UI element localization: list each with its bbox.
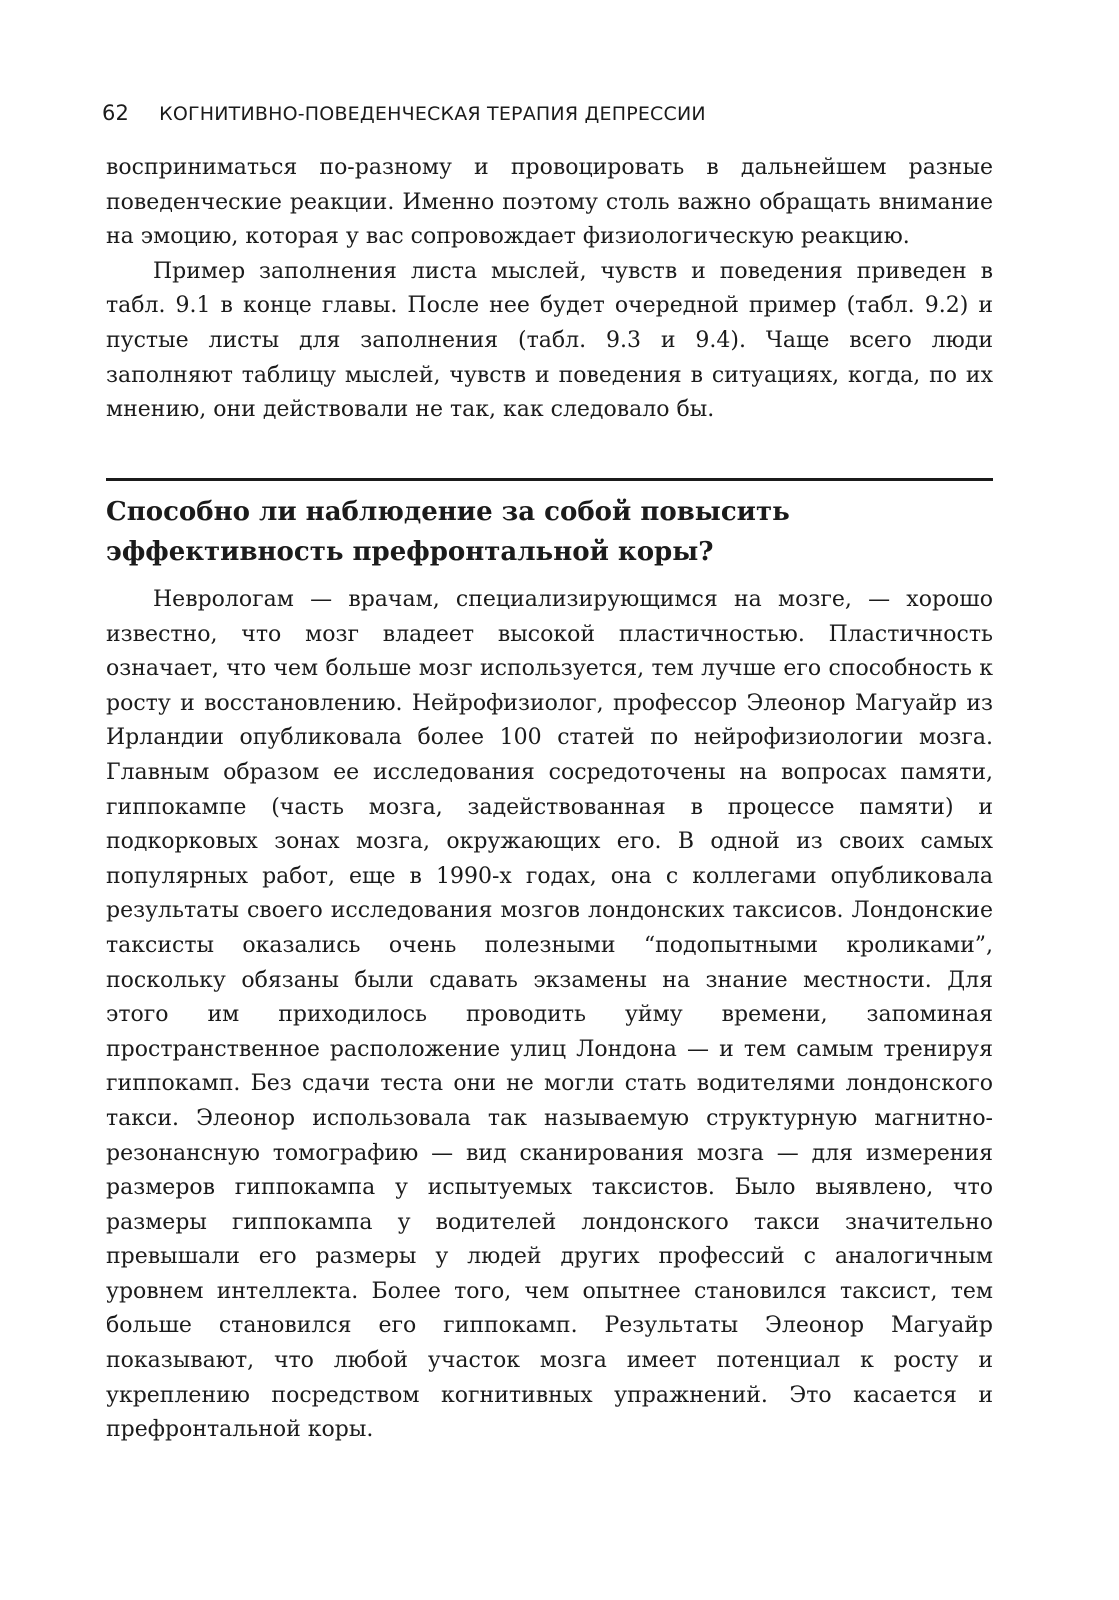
paragraph: Пример заполнения листа мыслей, чувств и поведения приведен в табл. 9.1 в конце главы. После нее будет очередной пример (табл. 9.2) и пустые листы для заполнения (табл. 9.3 и 9.4). Чаще всего люди заполняют таблицу мыслей, чувств и поведения в ситуациях, когда, по их мнению, они действовали не так, как следовало бы. [106,258,993,423]
text-block-top [106,151,993,428]
text-block-section [106,583,993,1448]
section-heading-line-1: Способно ли наблюдение за собой повысить [106,497,790,527]
section-divider [106,478,993,481]
page-number: 62 [102,101,130,125]
section-heading [106,492,993,572]
paragraph-continued: восприниматься по-разному и провоцировать в дальнейшем разные поведенческие реакции. Именно поэтому столь важно обращать внимание на эмоцию, которая у вас сопровождает физиологическую реакцию. [106,155,993,250]
running-header [102,101,706,125]
running-title: КОГНИТИВНО-ПОВЕДЕНЧЕСКАЯ ТЕРАПИЯ ДЕПРЕССИИ [159,103,706,125]
paragraph: Неврологам — врачам, специализирующимся на мозге, — хорошо известно, что мозг владеет высокой пластичностью. Пластичность означает, что чем больше мозг используется, тем лучше его способность к росту и восстановлению. Нейрофизиолог, профессор Элеонор Магуайр из Ирландии опубликовала более 100 статей по нейрофизиологии мозга. Главным образом ее исследования сосредоточены на вопросах памяти, гиппокампе (часть мозга, задействованная в процессе памяти) и подкорковых зонах мозга, окружающих его. В одной из своих самых популярных работ, еще в 1990-х годах, она с коллегами опубликовала результаты своего исследования мозгов лондонских таксисов. Лондонские таксисты оказались очень полезными “подопытными кроликами”, поскольку обязаны были сдавать экзамены на знание местности. Для этого им приходилось проводить уйму времени, запоминая пространственное расположение улиц Лондона — и тем самым тренируя гиппокамп. Без сдачи теста они не могли стать водителями лондонского такси. Элеонор использовала так называемую структурную магнитно-резонансную томографию — вид сканирования мозга — для измерения размеров гиппокампа у испытуемых таксистов. Было выявлено, что размеры гиппокампа у водителей лондонского такси значительно превышали его размеры у людей других профессий с аналогичным уровнем интеллекта. Более того, чем опытнее становился таксист, тем больше становился его гиппокамп. Результаты Элеонор Магуайр показывают, что любой участок мозга имеет потенциал к росту и укреплению посредством когнитивных упражнений. Это касается и префронтальной коры. [106,587,993,1443]
section-heading-line-2: эффективность префронтальной коры? [106,537,714,567]
